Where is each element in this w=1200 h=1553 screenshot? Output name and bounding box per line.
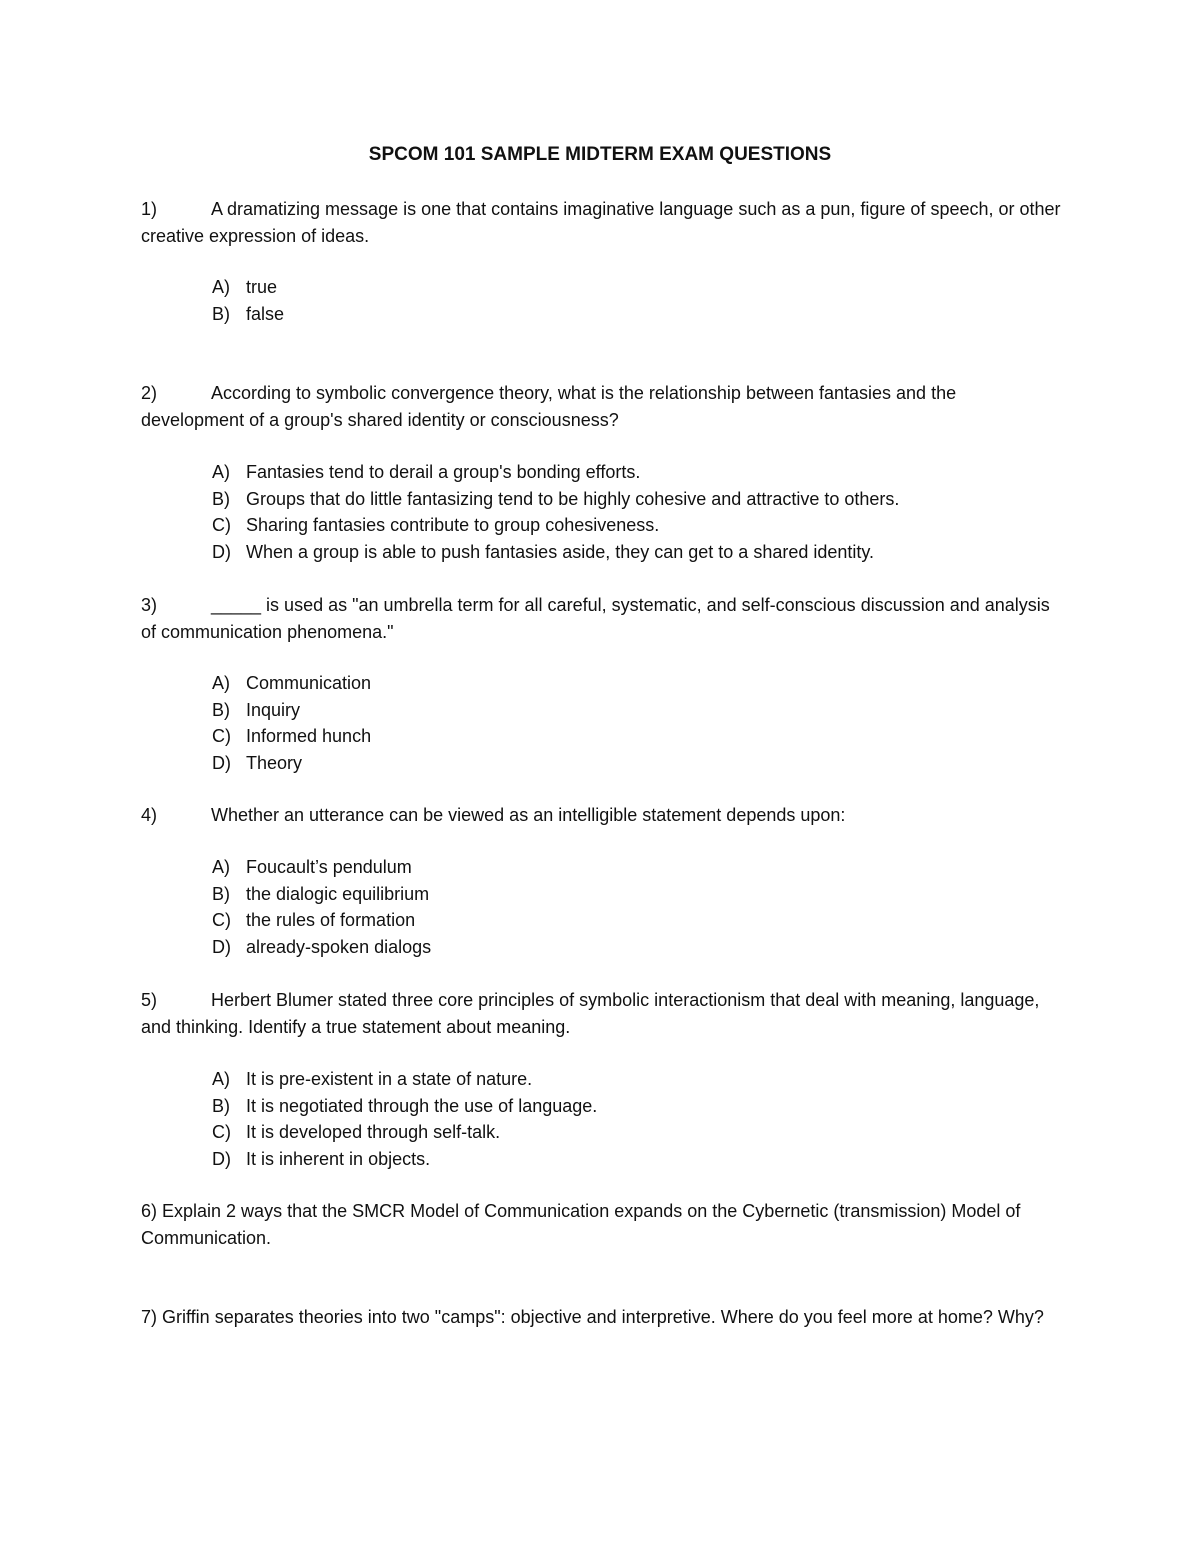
option-item	[212, 301, 284, 328]
question-number: 2)	[141, 383, 158, 403]
option-item	[212, 934, 431, 961]
question-number: 4)	[141, 805, 158, 825]
option-letter: B)	[212, 1095, 230, 1116]
page-title: SPCOM 101 SAMPLE MIDTERM EXAM QUESTIONS	[368, 144, 832, 165]
question-3-options	[212, 670, 371, 776]
option-text: When a group is able to push fantasies aside, they can get to a shared identity.	[246, 541, 875, 562]
option-letter: A)	[212, 857, 230, 877]
option-item	[212, 1119, 597, 1146]
option-text: already-spoken dialogs	[246, 936, 432, 957]
option-text: Communication	[246, 673, 372, 693]
option-item	[212, 881, 431, 908]
option-letter: D)	[212, 1148, 231, 1169]
option-item	[212, 1146, 597, 1173]
option-item	[212, 670, 371, 697]
option-letter: A)	[212, 1069, 230, 1089]
question-5-options	[212, 1066, 597, 1172]
option-letter: A)	[212, 673, 230, 693]
option-text: It is pre-existent in a state of nature.	[246, 1069, 533, 1089]
option-letter: D)	[212, 752, 231, 773]
option-item	[212, 1066, 597, 1093]
question-text: _____ is used as "an umbrella term for all careful, systematic, and self-conscious discussion and analysis of communication phenomena."	[141, 595, 1050, 642]
option-letter: B)	[212, 488, 230, 509]
question-text: A dramatizing message is one that contains imaginative language such as a pun, figure of speech, or other creative expression of ideas.	[141, 199, 1061, 246]
question-1	[141, 196, 1061, 249]
question-number: 3)	[141, 595, 158, 615]
question-3	[141, 592, 1061, 645]
option-letter: A)	[212, 462, 230, 482]
option-text: It is negotiated through the use of language.	[246, 1095, 598, 1116]
question-5	[141, 987, 1061, 1040]
option-item	[212, 459, 899, 486]
question-4	[141, 802, 1061, 829]
option-text: Theory	[246, 752, 303, 773]
question-2-options	[212, 459, 899, 565]
option-text: false	[246, 303, 285, 324]
option-item	[212, 539, 899, 566]
option-letter: D)	[212, 541, 231, 562]
option-letter: C)	[212, 515, 231, 535]
option-item	[212, 750, 371, 777]
option-text: Fantasies tend to derail a group's bonding efforts.	[246, 462, 641, 482]
option-text: Foucault’s pendulum	[246, 857, 412, 877]
question-text: According to symbolic convergence theory, what is the relationship between fantasies and the development of a group's shared identity or consciousness?	[141, 383, 957, 430]
option-letter: D)	[212, 936, 231, 957]
option-text: It is developed through self-talk.	[246, 1122, 501, 1142]
option-text: Informed hunch	[246, 726, 372, 746]
option-letter: C)	[212, 726, 231, 746]
option-letter: C)	[212, 910, 231, 930]
question-2	[141, 380, 1061, 433]
option-item	[212, 697, 371, 724]
option-item	[212, 486, 899, 513]
option-item	[212, 723, 371, 750]
option-text: true	[246, 277, 278, 297]
option-letter: B)	[212, 303, 230, 324]
question-4-options	[212, 854, 431, 960]
question-number: 5)	[141, 990, 158, 1010]
question-text: Whether an utterance can be viewed as an intelligible statement depends upon:	[211, 805, 846, 825]
option-text: Groups that do little fantasizing tend to be highly cohesive and attractive to others.	[246, 488, 900, 509]
question-7	[141, 1304, 1061, 1331]
question-number: 1)	[141, 199, 158, 219]
question-1-options	[212, 274, 284, 327]
option-letter: C)	[212, 1122, 231, 1142]
option-text: the rules of formation	[246, 910, 416, 930]
question-6	[141, 1198, 1061, 1251]
option-letter: B)	[212, 883, 230, 904]
option-text: Inquiry	[246, 699, 301, 720]
option-letter: B)	[212, 699, 230, 720]
option-item	[212, 274, 284, 301]
option-item	[212, 854, 431, 881]
question-text: 7) Griffin separates theories into two "camps": objective and interpretive. Where do you feel more at home? Why?	[141, 1307, 1044, 1327]
option-item	[212, 1093, 597, 1120]
option-text: It is inherent in objects.	[246, 1148, 431, 1169]
option-letter: A)	[212, 277, 230, 297]
question-text: 6) Explain 2 ways that the SMCR Model of Communication expands on the Cybernetic (transmission) Model of Communication.	[141, 1201, 1021, 1248]
option-text: the dialogic equilibrium	[246, 883, 430, 904]
option-item	[212, 907, 431, 934]
option-text: Sharing fantasies contribute to group cohesiveness.	[246, 515, 660, 535]
option-item	[212, 512, 899, 539]
question-text: Herbert Blumer stated three core principles of symbolic interactionism that deal with meaning, language, and thinking. Identify a true statement about meaning.	[141, 990, 1040, 1037]
